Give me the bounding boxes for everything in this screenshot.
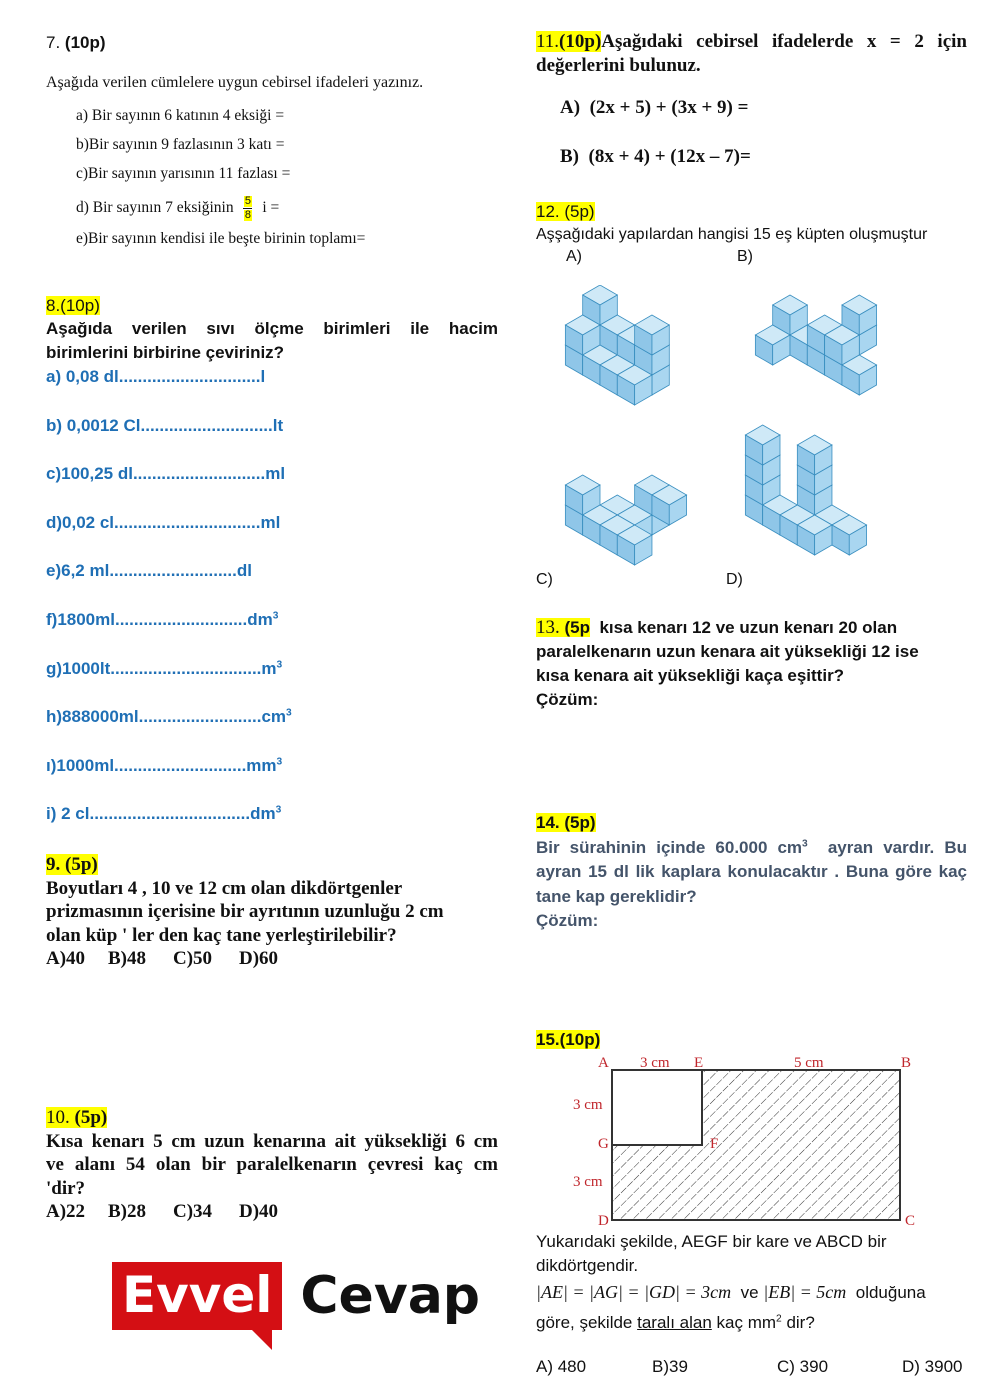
- q11-prompt-line1: [536, 30, 967, 54]
- conversion-value: g)1000lt: [46, 658, 111, 678]
- answer-blank[interactable]: ..............................: [118, 367, 261, 386]
- answer-blank[interactable]: ................................: [110, 658, 262, 678]
- q7-item-c: c)Bir sayının yarısının 11 fazlası =: [76, 165, 291, 182]
- point-a-label: A: [598, 1055, 609, 1071]
- q11-item-b-expr: (8x + 4) + (12x – 7)=: [588, 146, 751, 167]
- q15-label: [536, 1030, 600, 1050]
- conversion-value: f)1800ml: [46, 609, 115, 629]
- q15-line4-post: dir?: [786, 1313, 815, 1332]
- answer-blank[interactable]: ............................: [114, 755, 247, 775]
- q9-options: [46, 947, 444, 971]
- answer-blank[interactable]: ..........................: [138, 707, 262, 727]
- conversion-value: i) 2 cl: [46, 804, 90, 824]
- conversion-item: [46, 561, 292, 610]
- q12-label-text: 12. (5p): [536, 202, 595, 221]
- answer-blank[interactable]: ............................: [132, 464, 266, 484]
- q8-prompt-line1: Aşağıda verilen sıvı ölçme birimleri ile hacim: [46, 319, 498, 338]
- square-aegf: [612, 1070, 702, 1145]
- conversion-item: [46, 513, 292, 562]
- cube-structures-figure: [540, 285, 930, 595]
- q7-item-e: e)Bir sayının kendisi ile beşte birinin toplamı=: [76, 230, 366, 247]
- target-unit: lt: [272, 415, 284, 435]
- q15-line4-pre: göre, şekilde: [536, 1313, 633, 1332]
- q15-formula: |AE| = |AG| = |GD| = 3cm: [536, 1282, 732, 1302]
- unit-exponent: 3: [275, 804, 282, 816]
- q11-item-b: [560, 146, 751, 168]
- answer-blank[interactable]: ............................: [114, 609, 248, 629]
- q10-line3: 'dir?: [46, 1177, 86, 1199]
- q7-item-d-suffix: i =: [262, 199, 280, 216]
- q14-line1-sup: 3: [802, 837, 808, 849]
- unit-exponent: 3: [276, 658, 283, 670]
- q14-label: 14. (5p): [536, 813, 596, 832]
- q10-options: [46, 1200, 498, 1224]
- q13-line1: [536, 616, 919, 640]
- q13-line1-text: kısa kenarı 12 ve uzun kenarı 20 olan: [599, 618, 898, 637]
- point-b-label: B: [901, 1055, 912, 1071]
- q7-points: (10p): [64, 33, 106, 52]
- q10-option-b[interactable]: B)28: [108, 1201, 146, 1222]
- logo-left-box: Evvel: [112, 1262, 282, 1330]
- answer-blank[interactable]: ...............................: [114, 512, 261, 532]
- q9-line3: olan küp ' ler den kaç tane yerleştirilebilir?: [46, 924, 397, 946]
- fraction-denominator: 8: [244, 209, 252, 222]
- eb-length-label: 5 cm: [794, 1055, 824, 1071]
- q9-option-c[interactable]: C)50: [173, 948, 213, 969]
- q12-label: [536, 202, 595, 222]
- q7-items: [76, 101, 365, 253]
- conversion-value: d)0,02 cl: [46, 512, 115, 532]
- q8-label: [46, 296, 100, 316]
- conversion-value: e)6,2 ml: [46, 561, 110, 581]
- unit-exponent: 3: [276, 756, 283, 768]
- conversion-item: [46, 367, 292, 416]
- q12-prompt: Aşşağıdaki yapılardan hangisi 15 eş küpten oluşmuştur: [536, 226, 928, 243]
- q11-item-b-label: B): [560, 146, 579, 167]
- q15-ve: ve: [740, 1283, 759, 1302]
- unit-exponent: 3: [272, 610, 279, 622]
- q9-option-d[interactable]: D)60: [239, 948, 279, 969]
- q9: [46, 853, 444, 971]
- conversion-value: h)888000ml: [46, 707, 139, 727]
- unit-exponent: 3: [286, 707, 292, 719]
- fraction-five-eighths: [243, 196, 252, 222]
- conversion-value: c)100,25 dl: [46, 464, 133, 484]
- point-c-label: C: [905, 1213, 916, 1229]
- q12-option-a-label[interactable]: A): [566, 248, 582, 265]
- rectangle-diagram: [560, 1050, 940, 1230]
- target-unit: m: [261, 658, 277, 678]
- target-unit: l: [260, 367, 266, 386]
- q13-solution-label: Çözüm:: [536, 690, 599, 709]
- answer-blank[interactable]: ............................: [140, 415, 273, 435]
- q10-label: [46, 1107, 107, 1128]
- q14-line3: tane kap gereklidir?: [536, 886, 697, 906]
- q15-olduguna: olduğuna: [855, 1283, 926, 1302]
- q12-option-b-label[interactable]: B): [737, 248, 753, 265]
- q7-header: [46, 33, 106, 53]
- q11-item-a: [560, 97, 748, 119]
- q11-points: (10p): [559, 31, 602, 52]
- q14-solution-label: Çözüm:: [536, 911, 599, 930]
- q10-option-c[interactable]: C)34: [173, 1201, 213, 1222]
- q14-line1-pre: Bir sürahinin içinde 60.000 cm: [536, 837, 803, 857]
- q14-line1-post: ayran vardır. Bu: [827, 837, 967, 857]
- target-unit: dm: [250, 804, 276, 824]
- target-unit: cm: [261, 707, 287, 727]
- q14: [536, 811, 967, 934]
- q15-option-c[interactable]: C) 390: [777, 1357, 829, 1376]
- q9-option-b[interactable]: B)48: [108, 948, 146, 969]
- target-unit: ml: [260, 512, 281, 532]
- q13-label: [536, 618, 590, 637]
- conversion-item: [46, 659, 292, 708]
- q8-label-text: 8.(10p): [46, 296, 100, 315]
- q13-number: 13.: [536, 617, 560, 638]
- q15-text-line4: [536, 1311, 926, 1335]
- q10-option-a[interactable]: A)22: [46, 1201, 86, 1222]
- q15-line4-mid: kaç mm: [716, 1313, 777, 1332]
- target-unit: mm: [246, 755, 277, 775]
- q9-line1: Boyutları 4 , 10 ve 12 cm olan dikdörtgenler: [46, 877, 403, 899]
- q7-item-d: [76, 193, 365, 222]
- q15-option-b[interactable]: B)39: [652, 1357, 688, 1376]
- q11-prompt-text: Aşağıdaki cebirsel ifadelerde x = 2 için: [601, 31, 967, 52]
- q13-line2: paralelkenarın uzun kenara ait yüksekliği 12 ise: [536, 642, 919, 661]
- target-unit: ml: [265, 464, 286, 484]
- gd-length-label: 3 cm: [573, 1174, 603, 1190]
- q7-item-a: a) Bir sayının 6 katının 4 eksiği =: [76, 107, 285, 124]
- conversion-item: [46, 416, 292, 465]
- q15-formula2: |EB| = 5cm: [763, 1282, 847, 1302]
- q11-item-a-expr: (2x + 5) + (3x + 9) =: [589, 97, 749, 118]
- q10-line2: ve alanı 54 olan bir paralelkenarın çevresi kaç cm: [46, 1154, 498, 1175]
- logo-right-text: Cevap: [300, 1266, 481, 1326]
- conversion-item: [46, 707, 292, 756]
- conversion-value: ı)1000ml: [46, 755, 115, 775]
- q13-line3: kısa kenara ait yüksekliği kaça eşittir?: [536, 666, 845, 685]
- answer-blank[interactable]: ...........................: [109, 561, 237, 581]
- fraction-numerator: 5: [244, 194, 252, 207]
- point-e-label: E: [694, 1055, 704, 1071]
- ag-length-label: 3 cm: [573, 1097, 603, 1113]
- conversion-item: [46, 610, 292, 659]
- q14-line2: ayran 15 dl lik kaplara konulacaktır . Buna göre kaç: [536, 862, 967, 881]
- q7-prompt: Aşağıda verilen cümlelere uygun cebirsel ifadeleri yazınız.: [46, 74, 424, 91]
- q7-item-d-text: d) Bir sayının 7 eksiğinin: [76, 199, 234, 216]
- q13: [536, 616, 919, 712]
- q10-line1: Kısa kenarı 5 cm uzun kenarına ait yüksekliği 6 cm: [46, 1130, 498, 1152]
- conversion-item: [46, 464, 292, 513]
- q15-text-line1: Yukarıdaki şekilde, AEGF bir kare ve ABCD bir: [536, 1232, 887, 1251]
- q13-points: (5p: [564, 618, 590, 637]
- target-unit: dm: [247, 609, 273, 629]
- target-unit: dl: [236, 561, 252, 581]
- q11: [536, 30, 967, 78]
- q11-prompt-line2: değerlerini bulunuz.: [536, 55, 701, 76]
- q15-formula-line: [536, 1280, 926, 1305]
- q15-option-d[interactable]: D) 3900: [902, 1357, 963, 1376]
- point-f-label: F: [710, 1136, 719, 1152]
- q15-text: [536, 1230, 926, 1335]
- q8-prompt-line2: birimlerini birbirine çeviriniz?: [46, 343, 285, 362]
- q15-option-a[interactable]: A) 480: [536, 1357, 587, 1376]
- q10-number: 10.: [46, 1107, 70, 1128]
- evvel-cevap-logo[interactable]: [112, 1262, 480, 1350]
- q7-item-b: b)Bir sayının 9 fazlasının 3 katı =: [76, 136, 285, 153]
- point-g-label: G: [598, 1136, 609, 1152]
- q12-option-d-label[interactable]: D): [726, 571, 743, 588]
- q15-line4-sup: 2: [776, 1313, 782, 1325]
- q9-option-a[interactable]: A)40: [46, 948, 86, 969]
- q12-option-c-label[interactable]: C): [536, 571, 553, 588]
- q11-item-a-label: A): [560, 97, 581, 118]
- q10-points: (5p): [74, 1107, 108, 1128]
- ae-length-label: 3 cm: [640, 1055, 670, 1071]
- q7-number: 7.: [46, 33, 61, 52]
- q14-line1: [536, 836, 967, 861]
- point-d-label: D: [598, 1213, 609, 1229]
- q15-line4-underline: taralı alan: [637, 1313, 712, 1332]
- speech-bubble-tail-icon: [252, 1330, 272, 1350]
- q10-option-d[interactable]: D)40: [239, 1201, 279, 1222]
- conversion-value: a) 0,08 dl: [46, 367, 119, 386]
- q8-items: [46, 367, 292, 853]
- q15-label-text: 15.(10p): [536, 1030, 601, 1049]
- conversion-item: [46, 756, 292, 805]
- q9-label: 9. (5p): [46, 854, 98, 875]
- q15-text-line2: dikdörtgendir.: [536, 1256, 639, 1275]
- conversion-value: b) 0,0012 Cl: [46, 415, 141, 435]
- q10: [46, 1106, 498, 1224]
- answer-blank[interactable]: ..................................: [89, 804, 251, 824]
- q11-number: 11.: [536, 31, 560, 52]
- conversion-item: [46, 804, 292, 853]
- q9-line2: prizmasının içerisine bir ayrıtının uzunluğu 2 cm: [46, 901, 444, 922]
